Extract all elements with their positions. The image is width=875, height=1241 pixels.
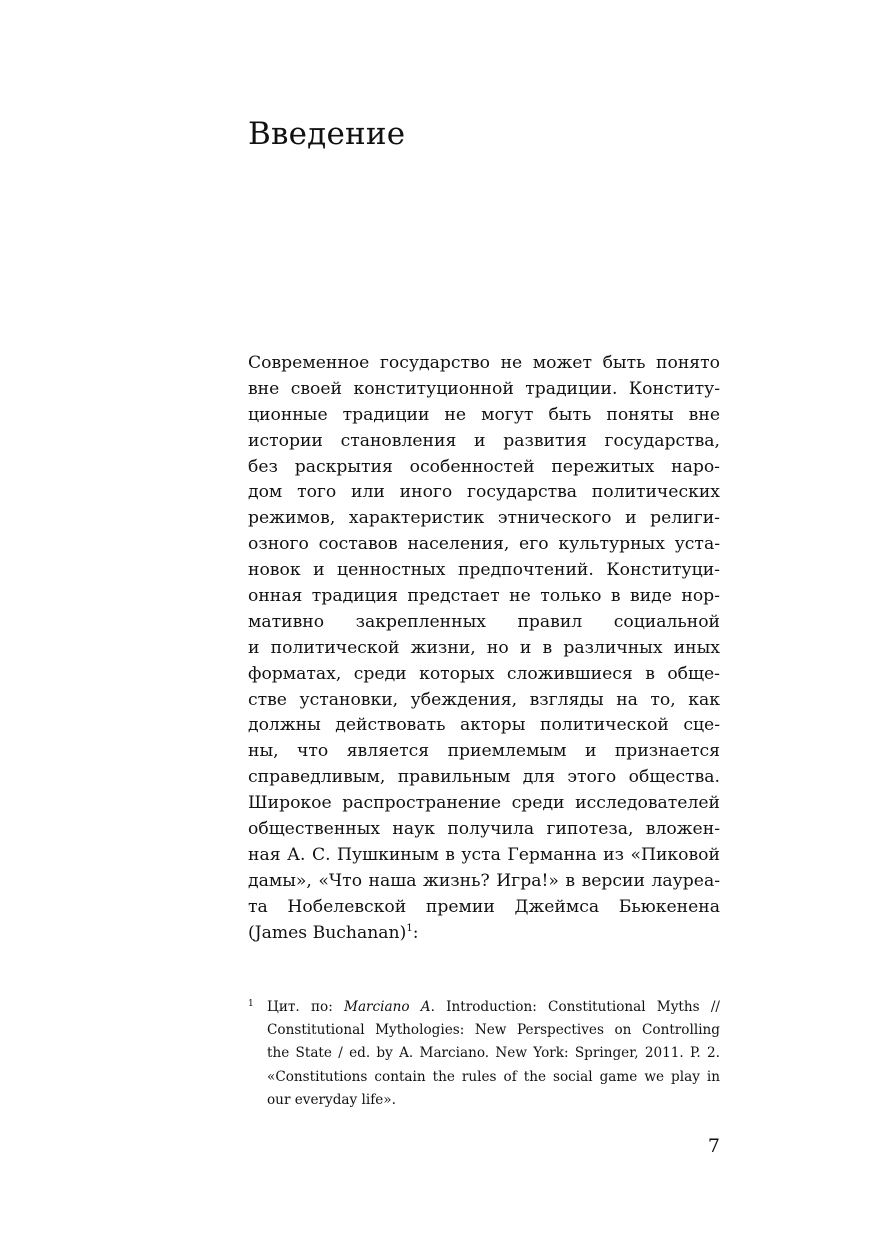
footnote-author: Marciano A. [344, 999, 435, 1015]
paragraph-line: Широкое распространение среди исследователей [248, 793, 720, 814]
page-number: 7 [707, 1135, 720, 1157]
paragraph-line: дом того или иного государства политических [248, 482, 720, 503]
paragraph-line: общественных наук получила гипотеза, вложен- [248, 819, 720, 840]
paragraph-line: и политической жизни, но и в различных иных [248, 637, 720, 658]
paragraph-line: ная А. С. Пушкиным в уста Германна из «Пиковой [248, 844, 720, 865]
paragraph-line: вне своей конституционной традиции. Конститу- [248, 378, 720, 399]
chapter-title: Введение [248, 116, 406, 152]
paragraph-line: та Нобелевской премии Джеймса Бьюкенена [248, 896, 720, 917]
footnote [248, 996, 720, 1112]
footnote-line: «Constitutions contain the rules of the social game we play in [267, 1068, 720, 1085]
footnote-reference[interactable]: 1 [406, 922, 413, 934]
paragraph-line: ционные традиции не могут быть поняты вне [248, 404, 720, 425]
paragraph-line: режимов, характеристик этнического и религи- [248, 508, 720, 529]
main-paragraph [248, 351, 720, 946]
footnote-prefix: Цит. по: [267, 999, 345, 1015]
paragraph-last-line-colon: : [412, 922, 419, 943]
footnote-title: Introduction: Constitutional Myths // [434, 999, 720, 1015]
paragraph-line: должны действовать акторы политической сце- [248, 715, 720, 736]
paragraph-line: истории становления и развития государства, [248, 430, 720, 451]
paragraph-line: ны, что является приемлемым и признается [248, 741, 720, 762]
footnote-line: Constitutional Mythologies: New Perspectives on Controlling [267, 1022, 720, 1039]
paragraph-line: Современное государство не может быть понято [248, 353, 720, 373]
footnote-line: the State / ed. by A. Marciano. New York: Springer, 2011. P. 2. [267, 1045, 720, 1062]
paragraph-line: справедливым, правильным для этого общества. [248, 767, 720, 788]
paragraph-line: озного составов населения, его культурных уста- [248, 534, 720, 555]
footnote-marker: 1 [248, 999, 254, 1009]
paragraph-last-line [248, 921, 720, 947]
footnote-line [267, 996, 720, 1019]
footnote-body [267, 996, 720, 1112]
paragraph-line: дамы», «Что наша жизнь? Игра!» в версии лауреа- [248, 870, 720, 891]
paragraph-line: форматах, среди которых сложившиеся в обще- [248, 663, 720, 684]
paragraph-last-line-text: (James Buchanan) [248, 922, 407, 943]
paragraph-line: без раскрытия особенностей пережитых наро- [248, 456, 720, 477]
paragraph-line: новок и ценностных предпочтений. Конституци- [248, 560, 720, 581]
paragraph-line: онная традиция предстает не только в виде нор- [248, 586, 720, 607]
paragraph-line: мативно закрепленных правил социальной [248, 611, 720, 632]
paragraph-line: стве установки, убеждения, взгляды на то, как [248, 689, 720, 710]
footnote-line: our everyday life». [267, 1091, 396, 1108]
